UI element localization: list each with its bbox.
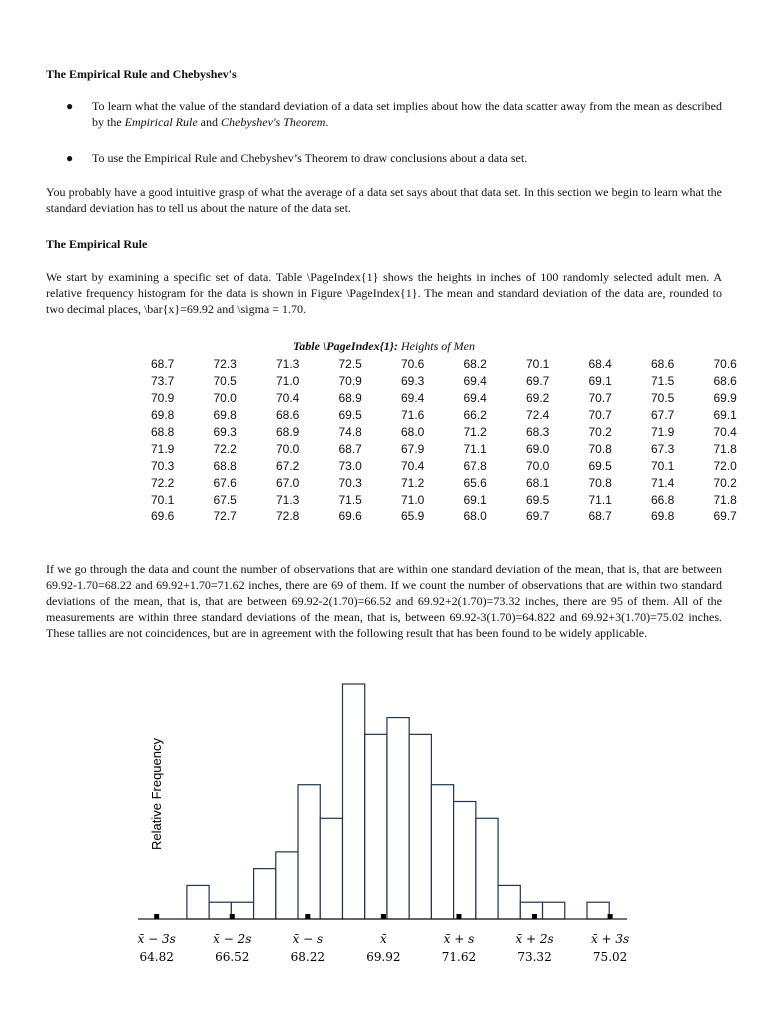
table-row	[143, 356, 768, 373]
table-cell: 69.7	[713, 509, 737, 524]
table-cell: 69.6	[338, 509, 362, 524]
tick-value-label: 66.52	[215, 950, 250, 964]
histogram-bar	[498, 885, 520, 919]
table-cell: 70.7	[588, 391, 612, 406]
histogram-bar	[409, 734, 431, 919]
bullet-icon: ●	[66, 99, 74, 113]
table-cell: 71.2	[463, 425, 487, 439]
table-cell: 70.7	[588, 408, 612, 423]
histogram-chart	[130, 676, 630, 966]
table-cell: 69.9	[713, 391, 737, 406]
table-cell: 71.8	[713, 441, 737, 456]
histogram-bar	[431, 785, 453, 919]
table-cell: 72.5	[338, 357, 362, 372]
histogram-bar	[387, 718, 409, 919]
table-cell: 67.5	[213, 492, 237, 507]
table-cell: 71.0	[401, 492, 425, 507]
bullet-icon: ●	[66, 151, 74, 165]
tick-value-label: 69.92	[366, 950, 401, 964]
table-cell: 68.6	[713, 374, 737, 389]
table-cell: 68.9	[338, 391, 362, 406]
table-cell: 68.0	[401, 425, 425, 439]
table-cell: 71.4	[651, 475, 675, 490]
table-cell: 72.8	[276, 509, 300, 524]
tick-symbol-label: x̄ − 3s	[137, 932, 176, 946]
heights-table-body	[143, 356, 768, 525]
table-cell: 72.7	[213, 509, 237, 524]
tick-value-label: 64.82	[139, 950, 174, 964]
table-cell: 67.9	[401, 441, 425, 456]
table-cell: 68.4	[588, 357, 612, 372]
intro-paragraph: You probably have a good intuitive grasp of what the average of a data set says about that data set. In this section we begin to learn what the standard deviation has to tell us about the nature of the data set.	[46, 185, 722, 215]
table-cell: 70.1	[651, 458, 675, 473]
table-cell: 69.6	[151, 509, 175, 524]
histogram-bar	[476, 818, 498, 919]
table-cell: 71.5	[651, 374, 675, 389]
histogram-bar	[520, 902, 542, 919]
table-cell: 70.0	[276, 441, 300, 456]
table-cell: 70.5	[213, 374, 237, 389]
histogram-bar	[587, 902, 609, 919]
table-cell: 71.3	[276, 357, 300, 372]
table-cell: 70.5	[651, 391, 675, 406]
table-caption	[0, 338, 768, 354]
tick-marker	[532, 914, 537, 919]
tick-marker	[305, 914, 310, 919]
table-cell: 65.9	[401, 509, 425, 524]
histogram-bar	[342, 684, 364, 919]
table-cell: 69.8	[213, 408, 237, 423]
table-cell: 74.8	[338, 425, 362, 439]
objective-text: To use the Empirical Rule and Chebyshev’s Theorem to draw conclusions about a data set.	[92, 151, 528, 165]
objectives-list	[46, 98, 722, 186]
histogram-bar	[543, 902, 565, 919]
table-row	[143, 491, 768, 508]
tick-marker	[381, 914, 386, 919]
tick-marker	[230, 914, 235, 919]
section-paragraph: We start by examining a specific set of data. Table \PageIndex{1} shows the heights in inches of 100 randomly selected adult men. A relative frequency histogram for the data is shown in Figure \PageIndex{1}. The mean and standard deviation of the data are, rounded to two decimal places, \bar{x}=69.92 and \sigma = 1.70.	[46, 270, 722, 316]
table-cell: 70.8	[588, 441, 612, 456]
table-cell: 70.9	[151, 391, 175, 406]
table-cell: 65.6	[463, 475, 487, 490]
section-heading: The Empirical Rule	[46, 237, 148, 251]
table-cell: 68.8	[151, 425, 175, 439]
table-row	[143, 508, 768, 525]
table-caption-title: Heights of Men	[400, 339, 475, 353]
histogram-bar	[209, 902, 231, 919]
table-cell: 70.6	[401, 357, 425, 372]
table-cell: 69.8	[651, 509, 675, 524]
table-cell: 72.2	[151, 475, 175, 490]
table-cell: 70.0	[526, 458, 550, 473]
table-cell: 69.1	[588, 374, 612, 389]
table-cell: 73.0	[338, 458, 362, 473]
table-caption-label: Table \PageIndex{1}:	[293, 339, 398, 353]
table-cell: 69.4	[463, 391, 487, 406]
table-cell: 69.5	[526, 492, 550, 507]
table-cell: 71.6	[401, 408, 425, 423]
tick-symbol-label: x̄ + 2s	[515, 932, 554, 946]
table-cell: 70.9	[338, 374, 362, 389]
table-cell: 71.9	[151, 441, 175, 456]
table-cell: 71.3	[276, 492, 300, 507]
tick-symbol-label: x̄ − 2s	[213, 932, 252, 946]
table-cell: 69.1	[713, 408, 737, 423]
analysis-paragraph: If we go through the data and count the number of observations that are within one standard deviation of the mean, that is, that are between 69.92-1.70=68.22 and 69.92+1.70=71.62 inches, there are 69 of them. If we count the number of observations that are within two standard deviations of the mean, that is, that are between 69.92-2(1.70)=66.52 and 69.92+2(1.70)=73.32 inches, there are 95 of them. All of the measurements are within three standard deviations of the mean, that is, between 69.92-3(1.70)=64.822 and 69.92+3(1.70)=75.02 inches. These tallies are not coincidences, but are in agreement with the following result that has been found to be widely applicable.	[46, 562, 722, 640]
table-cell: 68.2	[463, 357, 487, 372]
tick-symbol-label: x̄ − s	[292, 932, 324, 946]
table-cell: 70.3	[151, 458, 175, 473]
table-cell: 69.7	[526, 509, 550, 524]
table-cell: 69.3	[213, 425, 237, 439]
table-row	[143, 390, 768, 407]
histogram-bar	[298, 785, 320, 919]
table-cell: 69.1	[463, 492, 487, 507]
table-cell: 68.7	[151, 357, 175, 372]
table-cell: 72.2	[213, 441, 237, 456]
table-cell: 69.4	[401, 391, 425, 406]
table-cell: 69.5	[338, 408, 362, 423]
tick-symbol-label: x̄ + s	[443, 932, 475, 946]
tick-marker	[608, 914, 613, 919]
table-cell: 68.0	[463, 509, 487, 524]
table-cell: 70.2	[588, 425, 612, 439]
table-cell: 69.5	[588, 458, 612, 473]
objective-text: and	[197, 115, 221, 129]
table-cell: 70.1	[526, 357, 550, 372]
y-axis-label: Relative Frequency	[149, 738, 164, 850]
table-cell: 71.9	[651, 425, 675, 439]
objective-item	[46, 98, 722, 130]
objective-item	[46, 150, 722, 166]
table-cell: 71.5	[338, 492, 362, 507]
table-cell: 67.2	[276, 458, 300, 473]
table-cell: 70.0	[213, 391, 237, 406]
table-cell: 68.8	[213, 458, 237, 473]
table-cell: 66.2	[463, 408, 487, 423]
table-cell: 73.7	[151, 374, 175, 389]
objective-em: Chebyshev's Theorem	[220, 115, 326, 129]
tick-value-label: 75.02	[592, 950, 628, 964]
table-cell: 71.2	[401, 475, 425, 490]
table-cell: 69.0	[526, 441, 550, 456]
table-cell: 71.0	[276, 374, 300, 389]
table-cell: 70.8	[588, 475, 612, 490]
table-cell: 72.0	[713, 458, 737, 473]
table-row	[143, 440, 768, 457]
table-cell: 69.3	[401, 374, 425, 389]
table-cell: 67.7	[651, 408, 675, 423]
table-cell: 72.4	[526, 408, 550, 423]
table-row	[143, 457, 768, 474]
table-cell: 70.2	[713, 475, 737, 490]
tick-value-label: 68.22	[290, 950, 325, 964]
table-cell: 67.6	[213, 475, 237, 490]
objective-text: To learn what the value of the standard deviation of a data set implies about how the data scatter away from the mean as described by the	[92, 99, 722, 129]
table-cell: 66.8	[651, 492, 675, 507]
table-cell: 70.4	[401, 458, 425, 473]
table-cell: 69.4	[463, 374, 487, 389]
table-row	[143, 474, 768, 491]
table-cell: 69.2	[526, 391, 550, 406]
tick-value-label: 71.62	[441, 950, 477, 964]
table-cell: 70.1	[151, 492, 175, 507]
page-title: The Empirical Rule and Chebyshev's	[46, 67, 237, 81]
table-row	[143, 407, 768, 424]
histogram-bar	[365, 734, 387, 919]
tick-value-label: 73.32	[517, 950, 552, 964]
heights-table	[143, 356, 768, 525]
table-cell: 67.3	[651, 441, 675, 456]
histogram-bar	[454, 802, 476, 920]
objective-text: .	[325, 115, 329, 129]
table-cell: 72.3	[213, 357, 237, 372]
histogram-bar	[187, 885, 209, 919]
histogram-bar	[320, 818, 342, 919]
table-cell: 68.6	[651, 357, 675, 372]
table-cell: 68.9	[276, 425, 300, 439]
histogram-bars	[187, 684, 609, 919]
histogram-bar	[254, 869, 276, 919]
table-row	[143, 424, 768, 441]
tick-symbol-label: x̄	[379, 932, 387, 946]
table-cell: 68.3	[526, 425, 550, 439]
table-cell: 71.1	[588, 492, 612, 507]
table-cell: 71.1	[463, 441, 487, 456]
tick-symbol-label: x̄ + 3s	[590, 932, 630, 946]
histogram-bar	[276, 852, 298, 919]
x-axis-ticks	[138, 914, 630, 964]
table-cell: 70.4	[276, 391, 300, 406]
table-cell: 69.7	[526, 374, 550, 389]
table-cell: 68.7	[338, 441, 362, 456]
table-cell: 70.6	[713, 357, 737, 372]
table-cell: 70.3	[338, 475, 362, 490]
table-cell: 68.1	[526, 475, 550, 490]
table-cell: 71.8	[713, 492, 737, 507]
table-cell: 67.8	[463, 458, 487, 473]
tick-marker	[154, 914, 159, 919]
table-cell: 68.6	[276, 408, 300, 423]
objective-em: Empirical Rule	[124, 115, 198, 129]
table-row	[143, 373, 768, 390]
tick-marker	[456, 914, 461, 919]
table-cell: 68.7	[588, 509, 612, 524]
table-cell: 67.0	[276, 475, 300, 490]
table-cell: 70.4	[713, 425, 737, 439]
table-cell: 69.8	[151, 408, 175, 423]
